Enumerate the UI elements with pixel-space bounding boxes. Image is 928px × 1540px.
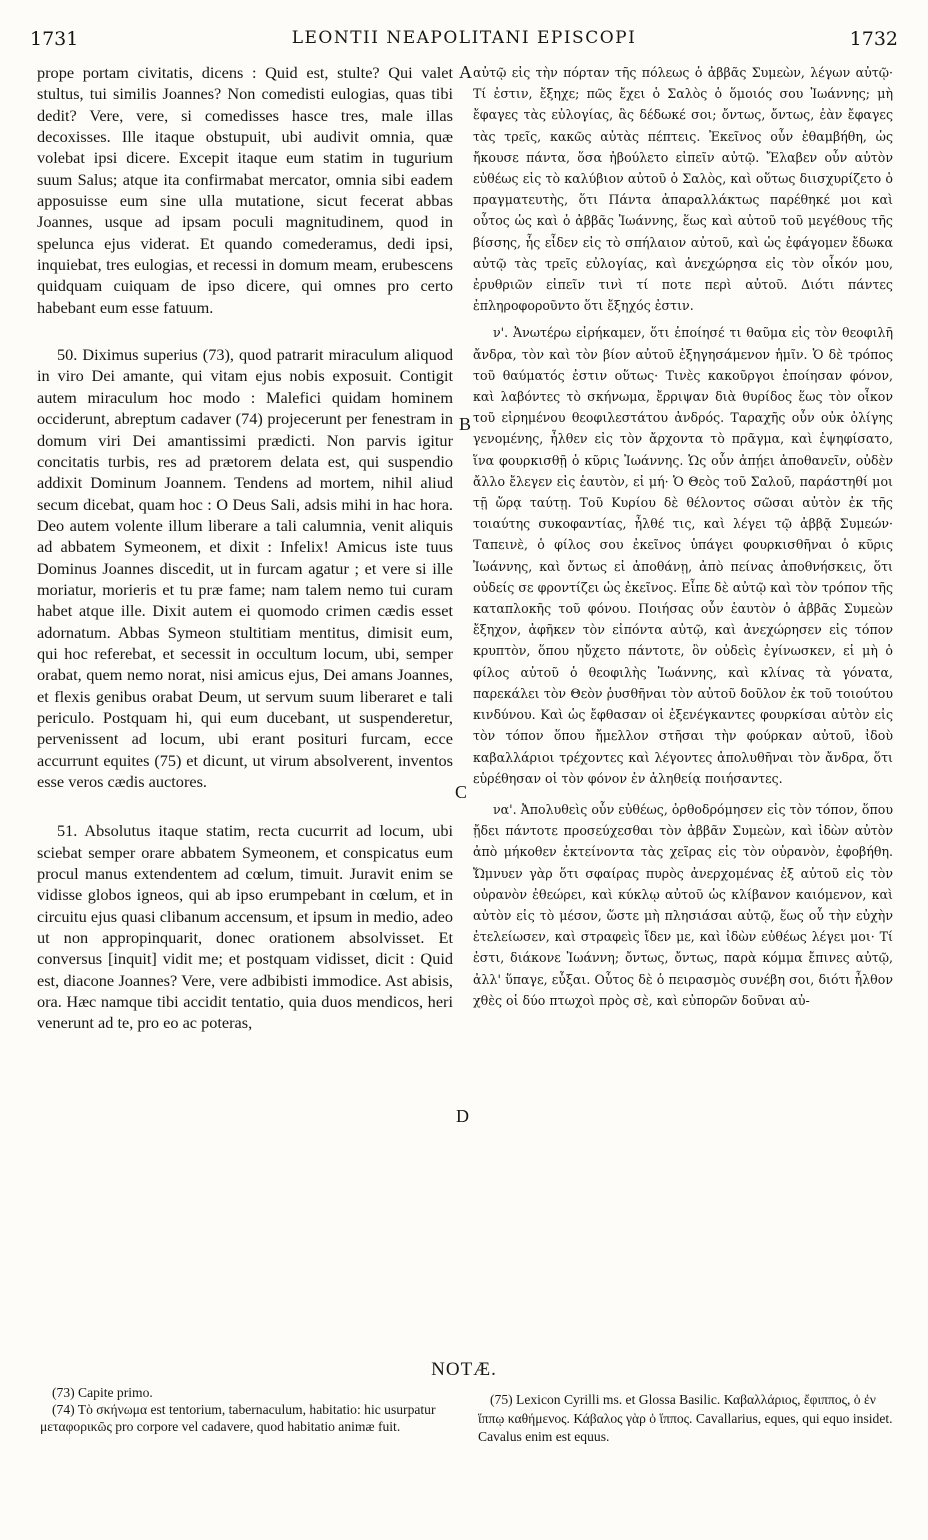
margin-marker-a: A [459, 62, 472, 82]
margin-marker-d: D [456, 1106, 469, 1126]
notes-left-column [40, 1384, 450, 1435]
latin-column [37, 62, 453, 1034]
margin-marker-b: B [459, 414, 472, 434]
notes-heading: NOTÆ. [431, 1359, 497, 1380]
running-header [30, 28, 898, 54]
greek-paragraph-1: αὐτῷ εἰς τὴν πόρταν τῆς πόλεως ὁ ἀββᾶς Συμεὼν, λέγων αὐτῷ· Τί ἐστιν, ἔξηχε; πῶς ἔχει ὁ Σαλὸς ὁ ὅμοιός σου Ἰωάννης; μὴ ἔφαγες τὰς εὐλογίας, ἃς δέδωκέ σοι; ὄντως, ὄντως, ἐὰν ἔφαγες τὰς τρεῖς, κακῶς αὐτὰς πέπτεις. Ἐκεῖνος οὖν ἐθαμβήθη, ὡς ἤκουσε πάντα, ὅσα ἠβούλετο εἰπεῖν αὐτῷ. Ἔλαβεν οὖν αὐτὸν εὐθέως εἰς τὸ καλύβιον αὐτοῦ ὁ Σαλὸς, καὶ οὕτως διισχυρίζετο ὁ πραγματευτὴς, ὅτι Πάντα ἀπαραλλάκτως παρέθηκέ μοι καὶ οὗτος ὡς καὶ ὁ ἀββᾶς Ἰωάννης, ἕως καὶ αὐτοῦ τοῦ μεγέθους τῆς βίσσης, ἧς εἶδεν εἰς τὸ σπήλαιον αὐτοῦ, καὶ ὡς ἐφάγομεν ἔδωκα αὐτῷ τὰς τρεῖς εὐλογίας, καὶ ἀνεχώρησα εἰς τὸν οἶκόν μου, ἐρυθριῶν εἰπεῖν τινὶ τί ποτε περὶ αὐτοῦ. Διότι πάντες ἐπληροφοροῦντο ὅτι ἔξηχός ἐστιν. [473, 65, 893, 314]
greek-paragraph-50: ν'. Ἀνωτέρω εἰρήκαμεν, ὅτι ἐποίησέ τι θαῦμα εἰς τὸν θεοφιλῆ ἄνδρα, τὸν καὶ τὸν βίον αὐτοῦ ἐξηγησάμενον ἡμῖν. Ὁ δὲ τρόπος τοῦ θαύματός ἐστιν οὕτως· Τινὲς κακοῦργοι ἐποίησαν φόνον, καὶ λαβόντες τὸ σκήνωμα, ἔρριψαν διὰ θυρίδος ἕως τὸν οἶκον τοῦ εἰρημένου θεοφιλεστάτου ἀνδρός. Ταραχῆς οὖν οὐκ ὀλίγης γενομένης, ἦλθεν εἰς τὸν ἄρχοντα τὸ πρᾶγμα, καὶ ἐψηφίσατο, ἵνα φουρκισθῇ ὁ κῦρις Ἰωάννης. Ὡς οὖν ἀπῄει ἀποθανεῖν, οὐδὲν ἄλλο ἔλεγεν εἰς ἑαυτὸν, εἰ μή· Ὁ Θεὸς τοῦ Σαλοῦ, παράστηθί μοι τῇ ὥρᾳ ταύτῃ. Τοῦ Κυρίου δὲ θέλοντος σῶσαι αὐτὸν ἐκ τῆς τοιαύτης συκοφαντίας, ἦλθέ τις, καὶ λέγει τῷ ἀββᾷ Συμεών· Ταπεινὲ, ὁ φίλος σου ἐκεῖνος ὑπάγει φουρκισθῆναι ὁ κῦρις Ἰωάννης, καὶ ὄντως εἰ ἀποθάνῃ, ἀπὸ πείνας ἀποθνήσκεις, ὅτι οὐδείς σε φροντίζει ὡς ἐκεῖνος. Εἶπε δὲ αὐτῷ καὶ τὸν τρόπον τῆς καταπλοκῆς τοῦ φόνου. Ποιήσας οὖν ἑαυτὸν ὁ ἀββᾶς Συμεὼν ἔξηχον, ἀφῆκεν τὸν εἰπόντα αὐτῷ, καὶ ἀνεχώρησεν εἰς τόπον κρυπτὸν, ὅπου ηὔχετο πάντοτε, ὃν οὐδεὶς ἐγίνωσκεν, εἰ μὴ ὁ φίλος αὐτοῦ ὁ θεοφιλὴς Ἰωάννης, καὶ κλίνας τὰ γόνατα, παρεκάλει τὸν Θεὸν ῥυσθῆναι τὸν αὐτοῦ δοῦλον ἐκ τοῦ τοιούτου κινδύνου. Καὶ ὡς ἔφθασαν οἱ ἐξενέγκαντες φουρκίσαι αὐτὸν εἰς τὸν τόπον ὅπου ἤμελλον στῆσαι τὴν φούρκαν αὐτοῦ, ἰδοὺ καβαλλάριοι τρέχοντες καὶ λέγοντες ἀπολυθῆναι τὸν ἄνδρα, ὅτι εὑρέθησαν οἱ τὸν φόνον ἐν ἀληθείᾳ ποιήσαντες. [473, 325, 893, 786]
margin-marker-c: C [455, 782, 468, 802]
note-73: (73) Capite primo. [52, 1385, 153, 1400]
latin-paragraph-51: 51. Absolutus itaque statim, recta cucurrit ad locum, ubi sciebat semper orare abbatem Symeonem, et conspicatus eum procul manus extendentem ad cœlum, timuit. Juravit enim se vidisse globos igneos, qui ab ipso erumpebant in cœlum, et in circuitu ejus quasi clibanum accensum, et ipsum in medio, adeo ut non appropinquarit, donec orationem absolvisset. Et conversus [inquit] vidit me; et postquam vidisset, dicit : Quid est, diacone Joannes? Vere, vere adbibisti immodice. Ast abisis, ora. Hæc namque tibi accidit tentatio, quia duos mendicos, heri venerunt ad te, pro eo ac poteras, [37, 821, 453, 1033]
greek-column [473, 62, 893, 1011]
greek-paragraph-51: να'. Ἀπολυθεὶς οὖν εὐθέως, ὀρθοδρόμησεν εἰς τὸν τόπον, ὅπου ᾔδει πάντοτε προσεύχεσθαι τὸν ἀββᾶν Συμεὼν, καὶ ἰδὼν αὐτὸν ἀπὸ μήκοθεν ἐκτείνοντα τὰς χεῖρας εἰς τὸν οὐρανὸν, ἐφοβήθη. Ὤμνυεν γὰρ ὅτι σφαίρας πυρὸς ἀνερχομένας ἐξ αὐτοῦ εἰς τὸν οὐρανὸν ἐθεώρει, καὶ κύκλῳ αὐτοῦ ὡς κλίβανον καιόμενον, καὶ αὐτὸν εἰς τὸ μέσον, ὥστε μὴ πλησιάσαι αὐτῷ, ἕως οὗ τὴν εὐχὴν ἐτελείωσεν, καὶ στραφεὶς ἴδεν με, καὶ ἰδὼν εὐθέως λέγει μοι· Τί ἐστι, διάκονε Ἰωάννη; ὄντως, ὄντως, παρὰ κόμμα ἔπινες αὐτῷ, ἀλλ' ὕπαγε, εὖξαι. Οὗτος δὲ ὁ πειρασμὸς συνέβη σοι, διότι ἦλθον χθὲς οἱ δύο πτωχοὶ πρὸς σὲ, καὶ εὐπορῶν δοῦναι αὐ- [473, 801, 893, 1008]
page-number-left: 1731 [30, 28, 79, 50]
latin-paragraph-1: prope portam civitatis, dicens : Quid est, stulte? Qui valet stultus, tui similis Joannes? Non comedisti eulogias, quas tibi dedit? Vere, vere, si comedisses hasce tres, male illas decoxisses. Ille itaque obstupuit, ubi audivit omnia, quæ volebat ipsi dicere. Excepit itaque eum statim in tugurium suum Salus; atque ita confirmabat mercator, omnia sibi eadem apposuisse eum sine ulla mutatione, sicut fecerat abbas Joannes, usque ad ipsam poculi magnitudinem, quod in spelunca ejus viderat. Et quando comederamus, dedi ipsi, inquiebat, tres eulogias, et recessi in domum meam, erubescens quidquam cuiquam de ipso dicere, qui omnes pro certo habebant eum esse fatuum. [37, 63, 453, 317]
page-number-right: 1732 [849, 28, 898, 50]
notes-right-column [478, 1391, 898, 1447]
running-title: LEONTII NEAPOLITANI EPISCOPI [291, 28, 637, 48]
latin-paragraph-50: 50. Diximus superius (73), quod patrarit miraculum aliquod in viro Dei amante, qui vitam ejus nobis exposuit. Contigit autem miraculum hoc modo : Malefici quidam hominem occiderunt, abreptum cadaver (74) projecerunt per fenestram in domum viri Dei amantissimi prædicti. Non parvis igitur concitatis turbis, res ad prætorem delata est, qui suspendio addixit Dominum Joannem. Tendens ad mortem, nihil aliud secum dicebat, quam hoc : O Deus Sali, adsis mihi in hac hora. Deo autem volente illum liberare a tali calumnia, venit aliquis ad abbatem Symeonem, et dixit : Infelix! Amicus iste tuus Dominus Joannes discedit, ut in furcam agatur ; et vere si ille moriatur, morieris et tu præ fame; nam talem nemo tui curam habet atque ille. Dixit autem ei quomodo crimen cædis esset adornatum. Abbas Symeon stultitiam mentitus, dimisit eum, qui hoc referebat, et secessit in occultum locum, ubi, semper orabat, quem nemo norat, nisi amicus ejus, Dei amans Joannes, et flexis genibus orabat Deum, ut servum suum liberaret e tali periculo. Postquam hi, qui eum ducebant, ut suspenderetur, pervenissent ad locum, ubi erant posituri furcam, ecce accurrunt equites (75) et dicunt, ut virum absolverent, inventos esse veros cædis auctores. [37, 345, 453, 791]
note-74: (74) Τὸ σκήνωμα est tentorium, tabernaculum, habitatio: hic usurpatur μεταφορικῶς pro corpore vel cadavere, quod habitatio animæ fuit. [40, 1402, 436, 1434]
note-75: (75) Lexicon Cyrilli ms. et Glossa Basilic. Καβαλλάριος, ἔφιππος, ὁ ἐν ἵππῳ καθήμενος. Κάβαλος γὰρ ὁ ἵππος. Cavallarius, eques, qui equo insidet. Cavalus enim est equus. [478, 1392, 893, 1444]
